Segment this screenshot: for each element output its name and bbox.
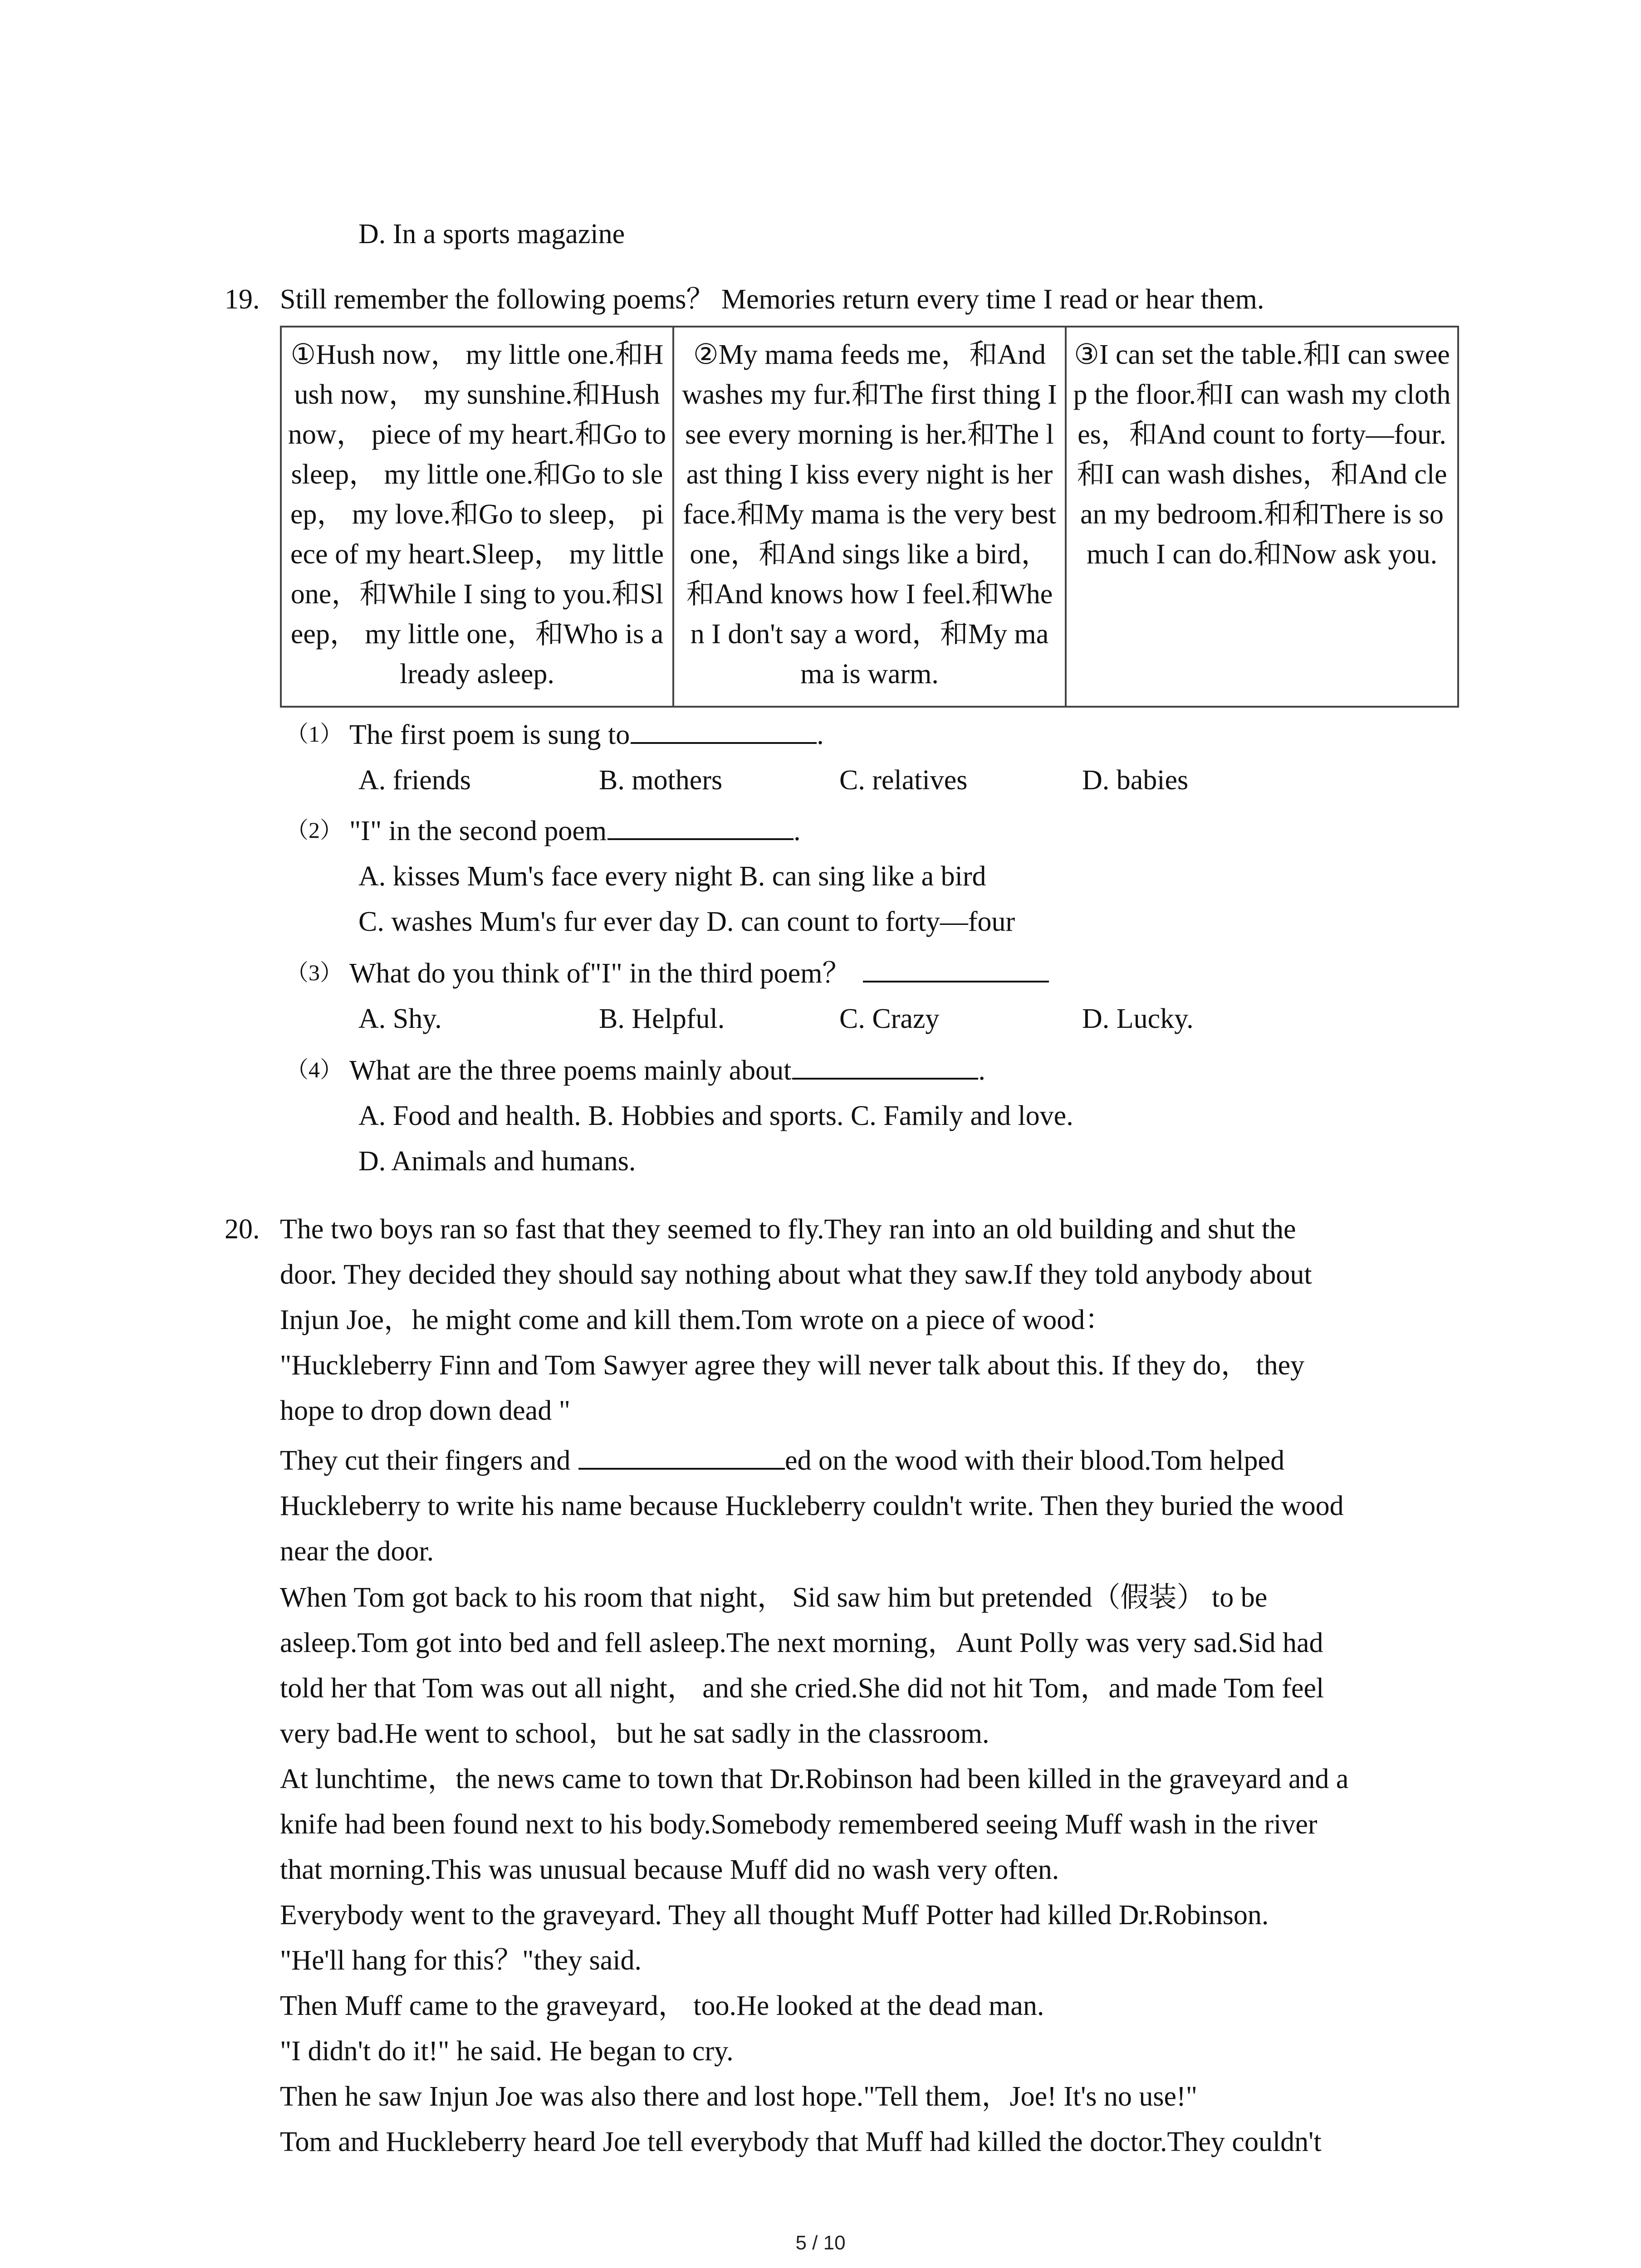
answer-blank-2[interactable] (607, 810, 794, 840)
answer-blank-1[interactable] (631, 714, 817, 744)
passage-line: that morning.This was unusual because Muff did no wash very often. (280, 1854, 1059, 1885)
subquestion-3-text: What do you think of"I" in the third poem？ (349, 958, 851, 989)
passage-line: hope to drop down dead " (280, 1395, 571, 1426)
subquestion-2-number: （2） (286, 817, 343, 843)
answer-blank-3[interactable] (863, 953, 1049, 982)
subquestion-1: The first poem is sung to . (349, 712, 824, 758)
passage-line: "I didn't do it!" he said. He began to cry. (280, 2036, 734, 2067)
prev-option-d: D. In a sports magazine (358, 219, 625, 249)
poem-3: ③I can set the table.和I can sweep the floor.和I can wash my clothes，和And count to forty—four.和I can wash dishes，和And clean my bedroom.和和There is so much I can do.和Now ask you. (1066, 327, 1458, 707)
option-1d[interactable]: D. babies (1082, 765, 1189, 796)
poem-1: ①Hush now， my little one.和Hush now， my sunshine.和Hush now， piece of my heart.和Go to sleep， my little one.和Go to sleep， my love.和Go to sleep， piece of my heart.Sleep， my little one，和While I sing to you.和Sleep， my little one，和Who is already asleep. (281, 327, 673, 707)
passage-line: "He'll hang for this？"they said. (280, 1945, 642, 1976)
passage-line: The two boys ran so fast that they seemed to fly.They ran into an old building and shut the (280, 1214, 1296, 1245)
question-20-number: 20. (225, 1214, 260, 1245)
passage-line: Then he saw Injun Joe was also there and lost hope."Tell them，Joe! It's no use!" (280, 2081, 1198, 2112)
passage-line: knife had been found next to his body.Somebody remembered seeing Muff wash in the river (280, 1809, 1318, 1840)
option-3b[interactable]: B. Helpful. (599, 1003, 725, 1034)
subquestion-4-number: （4） (286, 1057, 343, 1082)
subquestion-2-text: "I" in the second poem (349, 816, 607, 846)
page-number: 5 / 10 (795, 2232, 846, 2254)
options-2-line-1[interactable]: A. kisses Mum's face every night B. can sing like a bird (358, 861, 986, 892)
subquestion-3 (349, 951, 1049, 996)
passage-line: Injun Joe，he might come and kill them.Tom wrote on a piece of wood： (280, 1305, 1113, 1335)
option-1b[interactable]: B. mothers (599, 765, 723, 796)
passage-line: asleep.Tom got into bed and fell asleep.The next morning，Aunt Polly was very sad.Sid had (280, 1628, 1323, 1658)
subquestion-1-number: （1） (286, 721, 343, 747)
question-19-number: 19. (225, 284, 260, 315)
subquestion-4: What are the three poems mainly about . (349, 1048, 985, 1093)
answer-blank-4[interactable] (792, 1050, 978, 1080)
subquestion-4-text: What are the three poems mainly about (349, 1055, 792, 1086)
option-3a[interactable]: A. Shy. (358, 1003, 442, 1034)
passage-blank-line: They cut their fingers and ed on the wood with their blood.Tom helped (280, 1438, 1284, 1483)
passage-line: Huckleberry to write his name because Huckleberry couldn't write. Then they buried the wood (280, 1491, 1344, 1521)
question-19-prompt: Still remember the following poems？ Memories return every time I read or hear them. (280, 284, 1264, 315)
subquestion-2: "I" in the second poem . (349, 808, 801, 854)
poem-2: ②My mama feeds me，和And washes my fur.和The first thing I see every morning is her.和The last thing I kiss every night is her face.和My mama is the very best one，和And sings like a bird，和And knows how I feel.和When I don't say a word，和My mama is warm. (673, 327, 1066, 707)
passage-line: Then Muff came to the graveyard， too.He looked at the dead man. (280, 1990, 1044, 2021)
option-3d[interactable]: D. Lucky. (1082, 1003, 1194, 1034)
passage-line: When Tom got back to his room that night， Sid saw him but pretended（假装） to be (280, 1582, 1268, 1613)
subquestion-3-number: （3） (286, 960, 343, 985)
option-1c[interactable]: C. relatives (839, 765, 968, 796)
passage-line: At lunchtime，the news came to town that Dr.Robinson had been killed in the graveyard and a (280, 1764, 1349, 1794)
poems-table (280, 326, 1459, 708)
option-3c[interactable]: C. Crazy (839, 1003, 940, 1034)
passage-line: door. They decided they should say nothing about what they saw.If they told anybody about (280, 1259, 1312, 1290)
passage-line: "Huckleberry Finn and Tom Sawyer agree they will never talk about this. If they do， they (280, 1350, 1305, 1381)
passage-line: very bad.He went to school，but he sat sadly in the classroom. (280, 1718, 989, 1749)
passage-line: told her that Tom was out all night， and she cried.She did not hit Tom，and made Tom feel (280, 1673, 1324, 1704)
passage-answer-blank[interactable] (578, 1440, 785, 1470)
passage-line: Tom and Huckleberry heard Joe tell everybody that Muff had killed the doctor.They couldn't (280, 2126, 1322, 2157)
subquestion-1-text: The first poem is sung to (349, 719, 630, 750)
options-2-line-2[interactable]: C. washes Mum's fur ever day D. can count to forty—four (358, 906, 1015, 937)
passage-line: Everybody went to the graveyard. They all thought Muff Potter had killed Dr.Robinson. (280, 1900, 1269, 1931)
options-4-line-1[interactable]: A. Food and health. B. Hobbies and sports. C. Family and love. (358, 1100, 1073, 1131)
option-1a[interactable]: A. friends (358, 765, 471, 796)
passage-line: near the door. (280, 1536, 434, 1567)
options-4-line-2[interactable]: D. Animals and humans. (358, 1146, 636, 1177)
